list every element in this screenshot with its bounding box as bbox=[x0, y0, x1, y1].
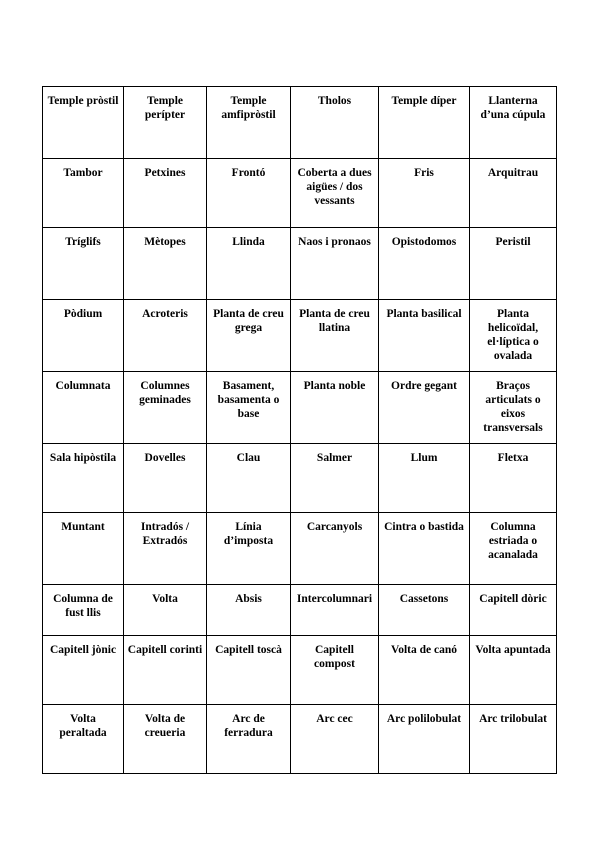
table-cell: Sala hipòstila bbox=[43, 444, 124, 513]
table-cell: Arc de ferradura bbox=[207, 705, 291, 774]
table-cell: Planta helicoïdal, el·líptica o ovalada bbox=[470, 300, 557, 372]
table-row bbox=[43, 300, 557, 372]
table-cell: Tambor bbox=[43, 159, 124, 228]
table-cell: Ordre gegant bbox=[379, 372, 470, 444]
table-cell: Volta de creueria bbox=[124, 705, 207, 774]
table-cell: Capitell dòric bbox=[470, 585, 557, 636]
table-cell: Volta peraltada bbox=[43, 705, 124, 774]
table-row bbox=[43, 585, 557, 636]
table-cell: Cintra o bastida bbox=[379, 513, 470, 585]
table-cell: Tríglifs bbox=[43, 228, 124, 300]
table-row bbox=[43, 228, 557, 300]
table-cell: Pòdium bbox=[43, 300, 124, 372]
table-row bbox=[43, 636, 557, 705]
table-cell: Frontó bbox=[207, 159, 291, 228]
table-cell: Capitell jònic bbox=[43, 636, 124, 705]
table-row bbox=[43, 513, 557, 585]
table-cell: Temple amfipròstil bbox=[207, 87, 291, 159]
table-cell: Coberta a dues aigües / dos vessants bbox=[291, 159, 379, 228]
table-cell: Arquitrau bbox=[470, 159, 557, 228]
table-cell: Salmer bbox=[291, 444, 379, 513]
table-cell: Volta bbox=[124, 585, 207, 636]
table-cell: Muntant bbox=[43, 513, 124, 585]
table-cell: Intradós / Extradós bbox=[124, 513, 207, 585]
table-row bbox=[43, 705, 557, 774]
table-cell: Acroteris bbox=[124, 300, 207, 372]
table-row bbox=[43, 87, 557, 159]
table-cell: Llanterna d’una cúpula bbox=[470, 87, 557, 159]
table-cell: Mètopes bbox=[124, 228, 207, 300]
table-cell: Clau bbox=[207, 444, 291, 513]
table-cell: Volta apuntada bbox=[470, 636, 557, 705]
table-cell: Dovelles bbox=[124, 444, 207, 513]
table-cell: Basament, basamenta o base bbox=[207, 372, 291, 444]
table-cell: Capitell toscà bbox=[207, 636, 291, 705]
table-cell: Columna estriada o acanalada bbox=[470, 513, 557, 585]
table-cell: Llinda bbox=[207, 228, 291, 300]
table-cell: Petxines bbox=[124, 159, 207, 228]
table-cell: Columnata bbox=[43, 372, 124, 444]
table-cell: Arc trilobulat bbox=[470, 705, 557, 774]
table-cell: Línia d’imposta bbox=[207, 513, 291, 585]
table-row bbox=[43, 444, 557, 513]
table-cell: Tholos bbox=[291, 87, 379, 159]
table-cell: Naos i pronaos bbox=[291, 228, 379, 300]
table-cell: Planta basilical bbox=[379, 300, 470, 372]
table-cell: Peristil bbox=[470, 228, 557, 300]
table-cell: Intercolumnari bbox=[291, 585, 379, 636]
table-cell: Volta de canó bbox=[379, 636, 470, 705]
table-cell: Fletxa bbox=[470, 444, 557, 513]
table-cell: Capitell compost bbox=[291, 636, 379, 705]
table-cell: Llum bbox=[379, 444, 470, 513]
table-cell: Planta noble bbox=[291, 372, 379, 444]
table-cell: Temple pròstil bbox=[43, 87, 124, 159]
table-cell: Columna de fust llis bbox=[43, 585, 124, 636]
table-cell: Absis bbox=[207, 585, 291, 636]
table-cell: Fris bbox=[379, 159, 470, 228]
table-cell: Cassetons bbox=[379, 585, 470, 636]
table-cell: Temple perípter bbox=[124, 87, 207, 159]
table-cell: Columnes geminades bbox=[124, 372, 207, 444]
table-cell: Braços articulats o eixos transversals bbox=[470, 372, 557, 444]
table-cell: Arc cec bbox=[291, 705, 379, 774]
table-cell: Planta de creu llatina bbox=[291, 300, 379, 372]
table-cell: Temple díper bbox=[379, 87, 470, 159]
table-row bbox=[43, 159, 557, 228]
table-cell: Arc polilobulat bbox=[379, 705, 470, 774]
table-row bbox=[43, 372, 557, 444]
table-cell: Planta de creu grega bbox=[207, 300, 291, 372]
vocabulary-table bbox=[42, 86, 557, 774]
table-cell: Capitell corinti bbox=[124, 636, 207, 705]
table-cell: Opistodomos bbox=[379, 228, 470, 300]
table-cell: Carcanyols bbox=[291, 513, 379, 585]
